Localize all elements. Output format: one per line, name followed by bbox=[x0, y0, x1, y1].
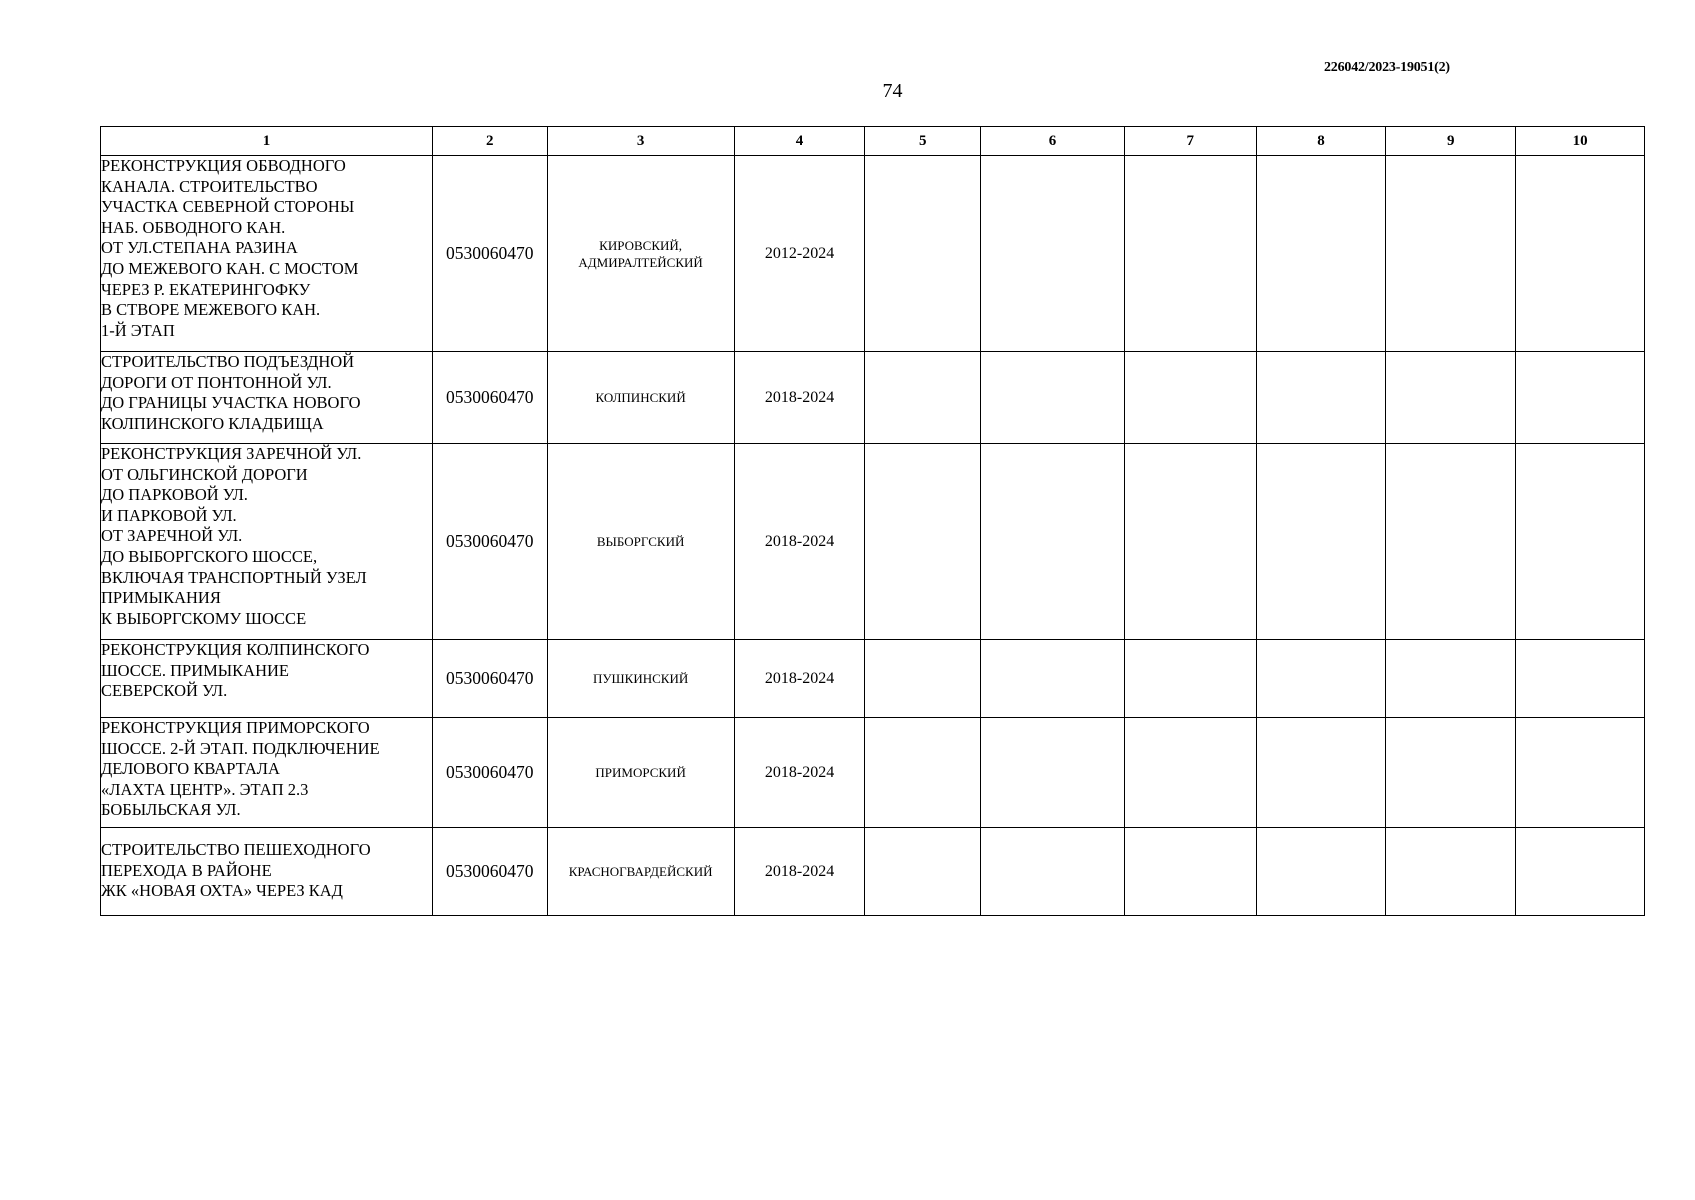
district-cell bbox=[547, 156, 734, 352]
empty-cell bbox=[1256, 640, 1386, 718]
column-header: 9 bbox=[1386, 127, 1516, 156]
project-name-line: К ВЫБОРГСКОМУ ШОССЕ bbox=[101, 608, 307, 628]
project-name-line: ДО ВЫБОРГСКОГО ШОССЕ, bbox=[101, 546, 318, 566]
empty-cell bbox=[1386, 352, 1516, 444]
district-line: ПРИМОРСКИЙ bbox=[595, 765, 686, 780]
project-name-cell bbox=[101, 640, 433, 718]
project-name-line: ОТ ОЛЬГИНСКОЙ ДОРОГИ bbox=[101, 464, 308, 484]
project-name-line: РЕКОНСТРУКЦИЯ ЗАРЕЧНОЙ УЛ. bbox=[101, 444, 362, 463]
project-name-line: 1-Й ЭТАП bbox=[101, 320, 175, 340]
empty-cell bbox=[865, 718, 981, 828]
project-name-line: ОТ УЛ.СТЕПАНА РАЗИНА bbox=[101, 238, 298, 258]
empty-cell bbox=[1124, 444, 1256, 640]
table-row bbox=[101, 640, 1645, 718]
district-line: КРАСНОГВАРДЕЙСКИЙ bbox=[568, 864, 713, 879]
district-cell bbox=[547, 718, 734, 828]
table-header-row bbox=[101, 127, 1645, 156]
empty-cell bbox=[1256, 352, 1386, 444]
document-number: 226042/2023-19051(2) bbox=[1324, 60, 1450, 75]
project-name-line: КАНАЛА. СТРОИТЕЛЬСТВО bbox=[101, 176, 318, 196]
budget-code-cell: 0530060470 bbox=[432, 444, 547, 640]
table-row bbox=[101, 828, 1645, 916]
district-line: КИРОВСКИЙ, bbox=[599, 237, 683, 253]
empty-cell bbox=[981, 156, 1125, 352]
district-line: АДМИРАЛТЕЙСКИЙ bbox=[578, 254, 703, 270]
project-name-cell bbox=[101, 444, 433, 640]
project-name-cell bbox=[101, 156, 433, 352]
empty-cell bbox=[981, 718, 1125, 828]
district-line: ВЫБОРГСКИЙ bbox=[596, 534, 685, 549]
empty-cell bbox=[981, 444, 1125, 640]
table-row bbox=[101, 352, 1645, 444]
project-name-line: ШОССЕ. 2-Й ЭТАП. ПОДКЛЮЧЕНИЕ bbox=[101, 738, 380, 758]
project-name-line: «ЛАХТА ЦЕНТР». ЭТАП 2.3 bbox=[101, 779, 309, 799]
program-table bbox=[100, 126, 1645, 916]
project-name-line: РЕКОНСТРУКЦИЯ ПРИМОРСКОГО bbox=[101, 718, 370, 737]
project-name-line: ВКЛЮЧАЯ ТРАНСПОРТНЫЙ УЗЕЛ bbox=[101, 567, 367, 587]
budget-code-cell: 0530060470 bbox=[432, 352, 547, 444]
table-row bbox=[101, 156, 1645, 352]
column-header: 3 bbox=[547, 127, 734, 156]
project-name-line: ПЕРЕХОДА В РАЙОНЕ bbox=[101, 860, 272, 880]
period-cell: 2018-2024 bbox=[734, 352, 865, 444]
project-name-line: БОБЫЛЬСКАЯ УЛ. bbox=[101, 800, 241, 820]
period-cell: 2012-2024 bbox=[734, 156, 865, 352]
project-name-cell bbox=[101, 718, 433, 828]
project-name-line: КОЛПИНСКОГО КЛАДБИЩА bbox=[101, 413, 324, 433]
empty-cell bbox=[1516, 156, 1645, 352]
column-header: 1 bbox=[101, 127, 433, 156]
empty-cell bbox=[1124, 156, 1256, 352]
project-name-line: ЖК «НОВАЯ ОХТА» ЧЕРЕЗ КАД bbox=[101, 881, 343, 901]
project-name-cell bbox=[101, 352, 433, 444]
empty-cell bbox=[865, 640, 981, 718]
empty-cell bbox=[1124, 640, 1256, 718]
table-row bbox=[101, 718, 1645, 828]
empty-cell bbox=[1124, 718, 1256, 828]
empty-cell bbox=[981, 828, 1125, 916]
page-number: 74 bbox=[882, 80, 903, 102]
empty-cell bbox=[1516, 640, 1645, 718]
empty-cell bbox=[1516, 352, 1645, 444]
project-name-line: И ПАРКОВОЙ УЛ. bbox=[101, 505, 237, 525]
project-name-cell bbox=[101, 828, 433, 916]
project-name-line: ОТ ЗАРЕЧНОЙ УЛ. bbox=[101, 526, 243, 546]
district-cell bbox=[547, 444, 734, 640]
empty-cell bbox=[1516, 828, 1645, 916]
period-cell: 2018-2024 bbox=[734, 640, 865, 718]
empty-cell bbox=[1256, 828, 1386, 916]
budget-code-cell: 0530060470 bbox=[432, 718, 547, 828]
period-cell: 2018-2024 bbox=[734, 718, 865, 828]
empty-cell bbox=[1256, 718, 1386, 828]
empty-cell bbox=[1386, 156, 1516, 352]
empty-cell bbox=[865, 352, 981, 444]
district-cell bbox=[547, 828, 734, 916]
table-row bbox=[101, 444, 1645, 640]
column-header: 7 bbox=[1124, 127, 1256, 156]
project-name-line: ДЕЛОВОГО КВАРТАЛА bbox=[101, 759, 280, 779]
empty-cell bbox=[1124, 352, 1256, 444]
empty-cell bbox=[981, 640, 1125, 718]
project-name-line: СЕВЕРСКОЙ УЛ. bbox=[101, 681, 228, 701]
period-cell: 2018-2024 bbox=[734, 828, 865, 916]
column-header: 5 bbox=[865, 127, 981, 156]
project-name-line: ДО ГРАНИЦЫ УЧАСТКА НОВОГО bbox=[101, 393, 361, 413]
empty-cell bbox=[865, 444, 981, 640]
district-line: ПУШКИНСКИЙ bbox=[592, 671, 689, 686]
project-name-line: ДОРОГИ ОТ ПОНТОННОЙ УЛ. bbox=[101, 372, 332, 392]
budget-code-cell: 0530060470 bbox=[432, 156, 547, 352]
project-name-line: НАБ. ОБВОДНОГО КАН. bbox=[101, 217, 286, 237]
project-name-line: РЕКОНСТРУКЦИЯ ОБВОДНОГО bbox=[101, 156, 346, 175]
empty-cell bbox=[1516, 718, 1645, 828]
budget-code-cell: 0530060470 bbox=[432, 640, 547, 718]
district-cell bbox=[547, 352, 734, 444]
empty-cell bbox=[1256, 444, 1386, 640]
column-header: 2 bbox=[432, 127, 547, 156]
project-name-line: СТРОИТЕЛЬСТВО ПЕШЕХОДНОГО bbox=[101, 840, 371, 859]
project-name-line: УЧАСТКА СЕВЕРНОЙ СТОРОНЫ bbox=[101, 197, 355, 217]
district-cell bbox=[547, 640, 734, 718]
period-cell: 2018-2024 bbox=[734, 444, 865, 640]
column-header: 10 bbox=[1516, 127, 1645, 156]
project-name-line: РЕКОНСТРУКЦИЯ КОЛПИНСКОГО bbox=[101, 640, 370, 659]
district-line: КОЛПИНСКИЙ bbox=[595, 390, 686, 405]
project-name-line: ДО МЕЖЕВОГО КАН. С МОСТОМ bbox=[101, 258, 359, 278]
column-header: 8 bbox=[1256, 127, 1386, 156]
empty-cell bbox=[1386, 718, 1516, 828]
empty-cell bbox=[865, 828, 981, 916]
empty-cell bbox=[1256, 156, 1386, 352]
empty-cell bbox=[981, 352, 1125, 444]
page-number-container bbox=[0, 80, 1695, 103]
project-name-line: ШОССЕ. ПРИМЫКАНИЕ bbox=[101, 660, 290, 680]
budget-code-cell: 0530060470 bbox=[432, 828, 547, 916]
project-name-line: ЧЕРЕЗ Р. ЕКАТЕРИНГОФКУ bbox=[101, 279, 311, 299]
empty-cell bbox=[1124, 828, 1256, 916]
project-name-line: СТРОИТЕЛЬСТВО ПОДЪЕЗДНОЙ bbox=[101, 352, 355, 371]
empty-cell bbox=[1516, 444, 1645, 640]
empty-cell bbox=[1386, 640, 1516, 718]
column-header: 6 bbox=[981, 127, 1125, 156]
column-header: 4 bbox=[734, 127, 865, 156]
project-name-line: В СТВОРЕ МЕЖЕВОГО КАН. bbox=[101, 300, 321, 320]
empty-cell bbox=[1386, 828, 1516, 916]
empty-cell bbox=[865, 156, 981, 352]
empty-cell bbox=[1386, 444, 1516, 640]
project-name-line: ПРИМЫКАНИЯ bbox=[101, 588, 221, 608]
project-name-line: ДО ПАРКОВОЙ УЛ. bbox=[101, 485, 248, 505]
